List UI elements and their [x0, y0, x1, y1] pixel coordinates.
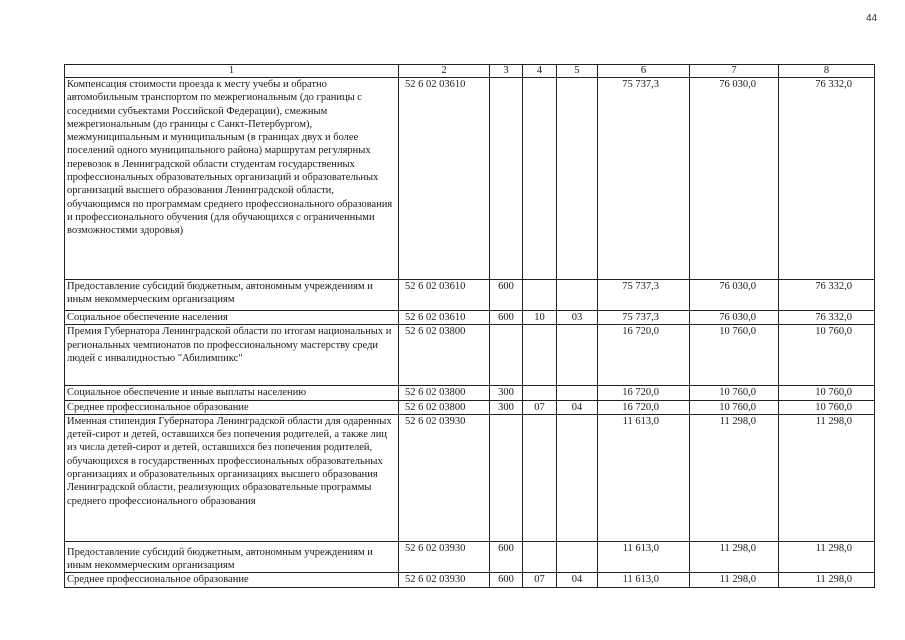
row-code: 52 6 02 03800 — [399, 325, 490, 386]
row-year3: 10 760,0 — [779, 386, 875, 400]
row-vr — [490, 78, 523, 280]
row-vr: 300 — [490, 400, 523, 414]
header-cell-8: 8 — [779, 65, 875, 78]
table-row — [65, 400, 875, 414]
row-vr — [490, 414, 523, 541]
row-rz: 07 — [523, 573, 557, 587]
row-name: Именная стипендия Губернатора Ленинградской области для одаренных детей-сирот и детей, оставшихся без попечения родителей, а также лиц из числа детей-сирот и детей, оставшихся без попечения родителей, обучающихся в государственных профессиональных образовательных организациях и образовательных организациях высшего образования Ленинградской области, реализующих образовательные программы среднего профессионального образования — [65, 414, 399, 541]
row-year2: 76 030,0 — [690, 311, 779, 325]
row-year3: 76 332,0 — [779, 78, 875, 280]
row-rz — [523, 414, 557, 541]
table-row — [65, 325, 875, 386]
row-pr: 04 — [557, 400, 598, 414]
row-rz — [523, 325, 557, 386]
row-year2: 76 030,0 — [690, 78, 779, 280]
row-year1: 11 613,0 — [598, 414, 690, 541]
row-rz: 07 — [523, 400, 557, 414]
page-number: 44 — [866, 13, 878, 24]
row-pr — [557, 541, 598, 573]
table-header-row — [65, 65, 875, 78]
row-code: 52 6 02 03800 — [399, 400, 490, 414]
row-year1: 16 720,0 — [598, 400, 690, 414]
row-year3: 10 760,0 — [779, 400, 875, 414]
table-row — [65, 280, 875, 311]
row-code: 52 6 02 03800 — [399, 386, 490, 400]
row-code: 52 6 02 03610 — [399, 78, 490, 280]
row-pr — [557, 280, 598, 311]
row-year1: 75 737,3 — [598, 311, 690, 325]
row-rz — [523, 541, 557, 573]
row-year2: 10 760,0 — [690, 386, 779, 400]
row-vr: 600 — [490, 311, 523, 325]
row-pr — [557, 414, 598, 541]
row-name: Социальное обеспечение населения — [65, 311, 399, 325]
row-code: 52 6 02 03930 — [399, 573, 490, 587]
row-year2: 11 298,0 — [690, 573, 779, 587]
row-pr — [557, 325, 598, 386]
row-year3: 11 298,0 — [779, 414, 875, 541]
row-year1: 11 613,0 — [598, 573, 690, 587]
row-name: Компенсация стоимости проезда к месту учебы и обратно автомобильным транспортом по межрегиональным (до границы с соседними субъектами Российской Федерации), смежным межрегиональным (до границы с Санкт-Петербургом), межмуниципальным и муниципальным (в границах двух и более поселений одного муниципального района) маршрутам регулярных перевозок в Ленинградской области студентам государственных профессиональных образовательных организаций и образовательных организаций высшего образования Ленинградской области, обучающимся по программам среднего профессионального образования и профессионального обучения (для обучающихся с ограниченными возможностями здоровья) — [65, 78, 399, 280]
row-code: 52 6 02 03610 — [399, 280, 490, 311]
table-row — [65, 386, 875, 400]
row-name: Среднее профессиональное образование — [65, 400, 399, 414]
row-year3: 76 332,0 — [779, 280, 875, 311]
row-vr: 600 — [490, 280, 523, 311]
row-vr — [490, 325, 523, 386]
row-vr: 600 — [490, 541, 523, 573]
row-pr: 03 — [557, 311, 598, 325]
row-code: 52 6 02 03610 — [399, 311, 490, 325]
row-year2: 11 298,0 — [690, 541, 779, 573]
table-row — [65, 541, 875, 573]
row-code: 52 6 02 03930 — [399, 414, 490, 541]
header-cell-5: 5 — [557, 65, 598, 78]
row-vr: 300 — [490, 386, 523, 400]
row-year1: 16 720,0 — [598, 325, 690, 386]
row-year1: 75 737,3 — [598, 78, 690, 280]
row-rz — [523, 386, 557, 400]
table-row — [65, 311, 875, 325]
row-pr — [557, 78, 598, 280]
row-pr: 04 — [557, 573, 598, 587]
row-year3: 11 298,0 — [779, 541, 875, 573]
row-name: Среднее профессиональное образование — [65, 573, 399, 587]
row-vr: 600 — [490, 573, 523, 587]
row-year1: 11 613,0 — [598, 541, 690, 573]
row-year1: 16 720,0 — [598, 386, 690, 400]
row-year3: 76 332,0 — [779, 311, 875, 325]
row-code: 52 6 02 03930 — [399, 541, 490, 573]
header-cell-7: 7 — [690, 65, 779, 78]
row-year1: 75 737,3 — [598, 280, 690, 311]
header-cell-1: 1 — [65, 65, 399, 78]
row-rz: 10 — [523, 311, 557, 325]
table-row — [65, 414, 875, 541]
header-cell-6: 6 — [598, 65, 690, 78]
row-year2: 10 760,0 — [690, 325, 779, 386]
row-name: Социальное обеспечение и иные выплаты населению — [65, 386, 399, 400]
header-cell-3: 3 — [490, 65, 523, 78]
row-name: Предоставление субсидий бюджетным, автономным учреждениям и иным некоммерческим организациям — [65, 541, 399, 573]
row-year2: 11 298,0 — [690, 414, 779, 541]
table-row — [65, 573, 875, 587]
row-year2: 76 030,0 — [690, 280, 779, 311]
row-rz — [523, 280, 557, 311]
header-cell-2: 2 — [399, 65, 490, 78]
table-row — [65, 78, 875, 280]
row-year3: 10 760,0 — [779, 325, 875, 386]
budget-table — [64, 64, 875, 588]
row-name: Премия Губернатора Ленинградской области по итогам национальных и региональных чемпионатов по профессиональному мастерству среди людей с инвалидностью "Абилимпикс" — [65, 325, 399, 386]
row-year2: 10 760,0 — [690, 400, 779, 414]
row-name: Предоставление субсидий бюджетным, автономным учреждениям и иным некоммерческим организациям — [65, 280, 399, 311]
row-year3: 11 298,0 — [779, 573, 875, 587]
header-cell-4: 4 — [523, 65, 557, 78]
row-rz — [523, 78, 557, 280]
row-pr — [557, 386, 598, 400]
